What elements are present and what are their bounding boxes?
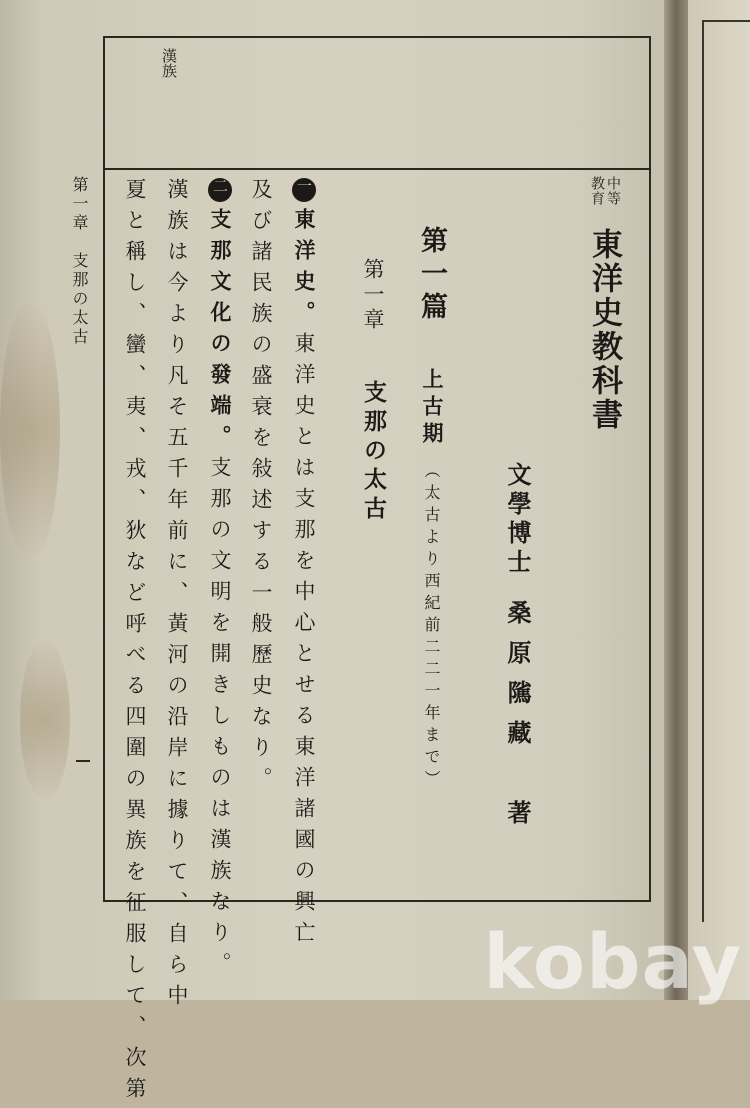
section-text: 支那の文明を開きしものは漢族なり。 (208, 456, 232, 983)
section-2-column-3 (124, 178, 145, 1108)
part-title: 第一篇 (416, 226, 447, 325)
right-page-edge (688, 0, 750, 1000)
series-label-bottom (590, 176, 604, 206)
section-text: 夏と稱し、蠻、夷、戎、狄など呼べる四圍の異族を征服して、次第 (123, 178, 147, 1108)
paper-stain (0, 300, 60, 560)
book-title: 東洋史教科書 (586, 228, 622, 432)
watermark-logo: kobay (483, 917, 742, 1006)
right-page-border (702, 20, 750, 922)
author-name: 桑原隲藏 (503, 600, 532, 760)
chapter-label: 第一章 (361, 258, 385, 333)
period-title: 上古期 (420, 368, 445, 449)
section-heading: 東洋史。 (292, 208, 317, 332)
section-text: 東洋史とは支那を中心とせる東洋諸國の興亡 (292, 332, 316, 952)
header-note: 漢族 (160, 48, 178, 78)
author-suffix: 著 (503, 800, 532, 824)
chapter-title: 支那の太古 (360, 380, 387, 525)
section-text: 及び諸民族の盛衰を敍述する一般歷史なり。 (249, 178, 273, 798)
section-1-column-1 (292, 178, 316, 952)
page-number-mark (76, 760, 90, 762)
section-number-badge: 二 (208, 178, 232, 202)
section-2-column-1 (208, 178, 232, 983)
series-top: 中等 (605, 176, 621, 206)
section-number-badge: 一 (292, 178, 316, 202)
paper-stain (20, 640, 70, 800)
series-bottom: 教育 (589, 176, 605, 206)
series-label (606, 176, 620, 206)
section-2-column-2 (166, 178, 187, 1015)
running-head: 第一章 支那の太古 (70, 176, 89, 347)
book-gutter (664, 0, 690, 1000)
section-heading: 支那文化の發端。 (208, 208, 233, 456)
author-credential: 文學博士 (503, 462, 532, 578)
section-1-column-2 (250, 178, 271, 798)
section-text: 漢族は今より凡そ五千年前に、黃河の沿岸に據りて、自ら中 (165, 178, 189, 1015)
header-divider (103, 168, 651, 170)
period-range: （太古より西紀前二二一年まで） (422, 462, 441, 792)
